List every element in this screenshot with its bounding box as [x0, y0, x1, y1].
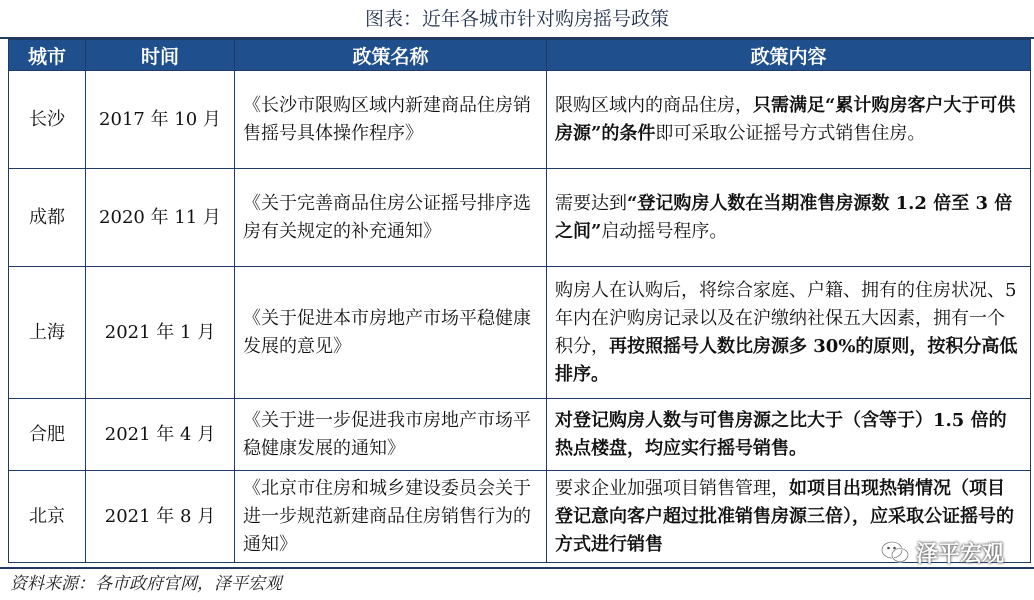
- content-bold-segment: 对登记购房人数与可售房源之比大于（含等于）1.5 倍的热点楼盘，均应实行摇号销售。: [555, 409, 1007, 459]
- bottom-rule: [0, 567, 1034, 569]
- cell-time: 2021 年 1 月: [86, 267, 235, 399]
- content-bold-segment: 再按照摇号人数比房源多 30%的原则，按积分高低排序。: [555, 335, 1018, 385]
- cell-time: 2021 年 4 月: [86, 399, 235, 471]
- content-segment: 即可采取公证摇号方式销售住房。: [655, 122, 926, 144]
- header-time: 时间: [86, 40, 235, 71]
- content-bold-segment: 如项目出现热销情况（项目登记意向客户超过批准销售房源三倍），应采取公证摇号的方式进行销售: [555, 477, 1014, 555]
- header-policy-content: 政策内容: [547, 40, 1031, 71]
- cell-policy-content: [547, 267, 1031, 399]
- cell-city: 上海: [9, 267, 86, 399]
- policy-table: [8, 39, 1031, 563]
- cell-policy-content: [547, 71, 1031, 169]
- cell-policy-name: 《长沙市限购区域内新建商品住房销售摇号具体操作程序》: [235, 71, 547, 169]
- table-row: [9, 471, 1031, 563]
- cell-policy-content: [547, 399, 1031, 471]
- cell-time: 2021 年 8 月: [86, 471, 235, 563]
- content-bold-segment: 只需满足“累计购房客户大于可供房源”的条件: [555, 94, 1016, 144]
- table-caption: 图表：近年各城市针对购房摇号政策: [364, 8, 669, 30]
- cell-city: 合肥: [9, 399, 86, 471]
- cell-city: 长沙: [9, 71, 86, 169]
- cell-time: 2017 年 10 月: [86, 71, 235, 169]
- table-row: [9, 399, 1031, 471]
- cell-policy-name: 《关于进一步促进我市房地产市场平稳健康发展的通知》: [235, 399, 547, 471]
- content-segment: 购房人在认购后，将综合家庭、户籍、拥有的住房状况、5 年内在沪购房记录以及在沪缴纳社保五大因素，拥有一个积分，: [555, 279, 1017, 357]
- cell-policy-name: 《关于促进本市房地产市场平稳健康发展的意见》: [235, 267, 547, 399]
- cell-time: 2020 年 11 月: [86, 169, 235, 267]
- content-segment: 启动摇号程序。: [601, 220, 728, 242]
- content-segment: 限购区域内的商品住房，: [555, 94, 753, 116]
- cell-city: 北京: [9, 471, 86, 563]
- table-row: [9, 169, 1031, 267]
- cell-policy-name: 《关于完善商品住房公证摇号排序选房有关规定的补充通知》: [235, 169, 547, 267]
- cell-policy-name: 《北京市住房和城乡建设委员会关于进一步规范新建商品住房销售行为的通知》: [235, 471, 547, 563]
- table-row: [9, 71, 1031, 169]
- cell-policy-content: [547, 169, 1031, 267]
- wechat-icon: [880, 539, 910, 565]
- source-note: 资料来源：各市政府官网，泽平宏观: [10, 574, 282, 594]
- content-segment: 需要达到: [555, 192, 627, 214]
- header-city: 城市: [9, 40, 86, 71]
- watermark-text: 泽平宏观: [915, 540, 1004, 567]
- content-bold-segment: “登记购房人数在当期准售房源数 1.2 倍至 3 倍之间”: [555, 192, 1013, 242]
- content-segment: 要求企业加强项目销售管理，: [555, 477, 789, 499]
- table-header-row: [9, 40, 1031, 71]
- header-policy-name: 政策名称: [235, 40, 547, 71]
- watermark: [880, 534, 1004, 570]
- table-row: [9, 267, 1031, 399]
- cell-city: 成都: [9, 169, 86, 267]
